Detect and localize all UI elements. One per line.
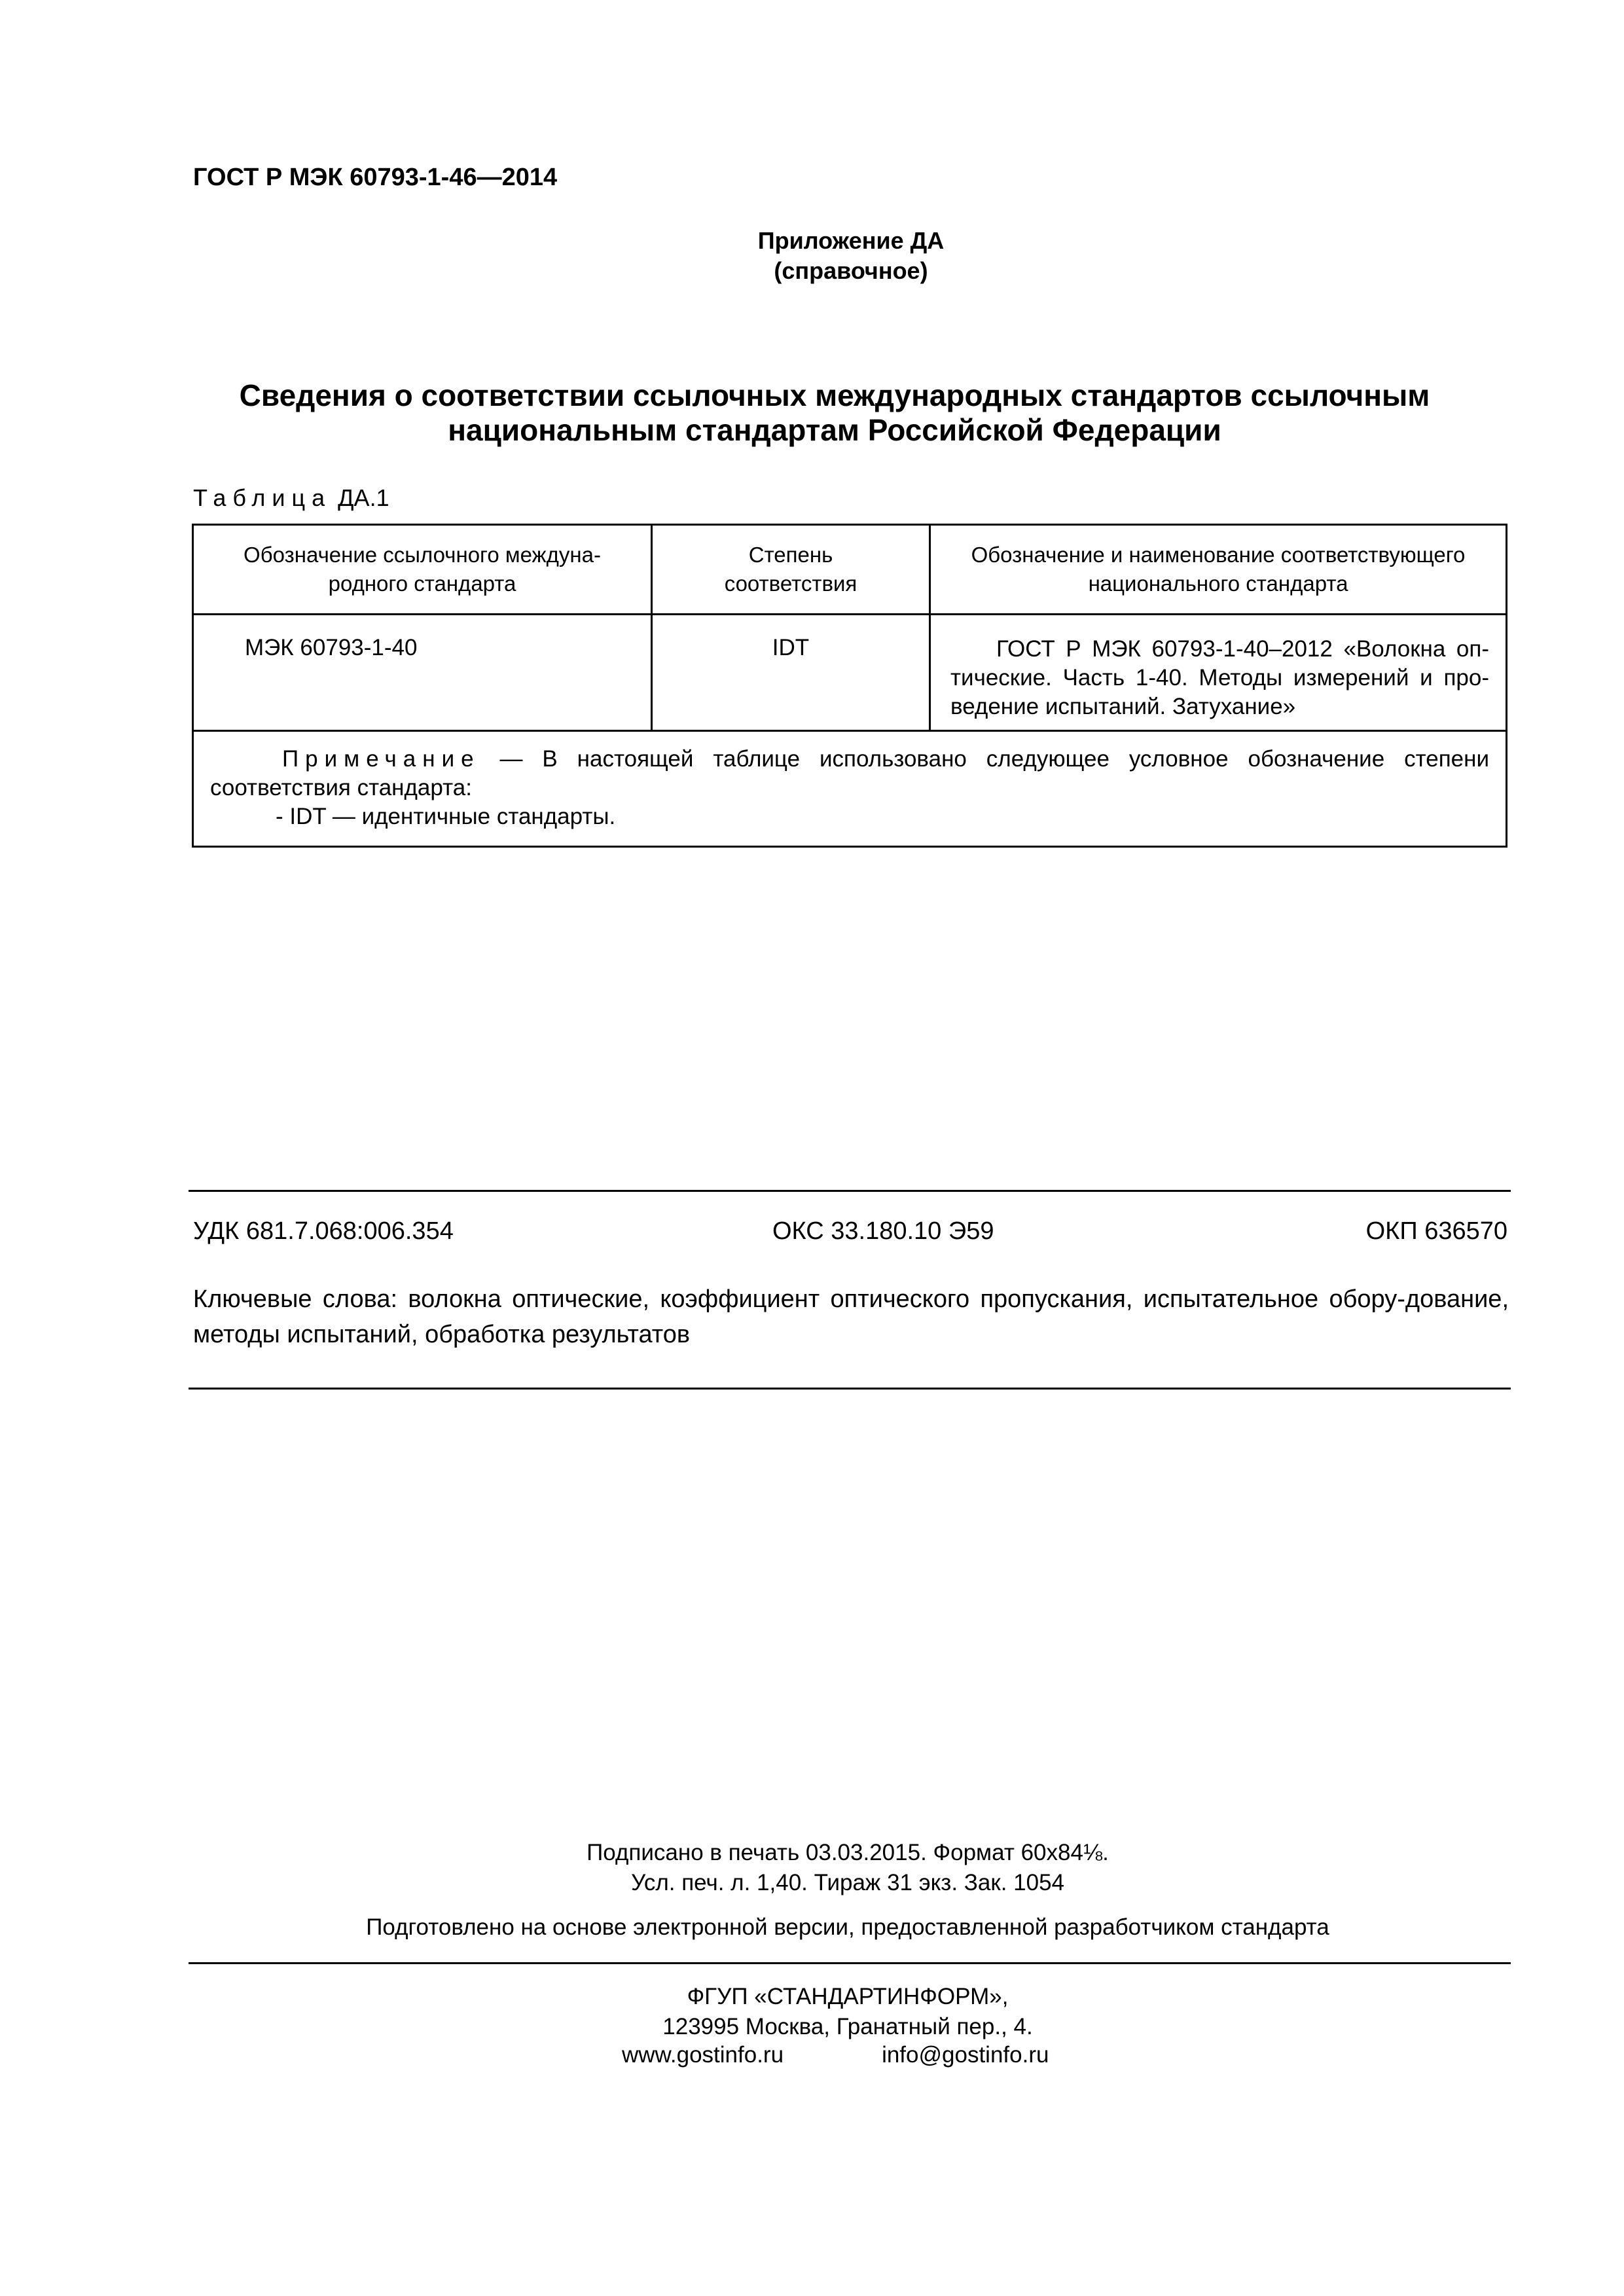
signed-info: Подписано в печать 03.03.2015. Формат 60х84⅛.: [586, 1840, 1109, 1865]
page-title-line1: Сведения о соответствии ссылочных международных стандартов ссылочным: [239, 378, 1430, 412]
header-intl-standard: Обозначение ссылочного междуна- родного стандарта: [193, 525, 652, 615]
print-info: [0, 1838, 1624, 1898]
appendix-heading: [655, 226, 1047, 286]
table-caption-number: ДА.1: [338, 484, 389, 511]
divider-bottom: [189, 1388, 1511, 1390]
publisher-name: ФГУП «СТАНДАРТИНФОРМ»,: [687, 1984, 1009, 2009]
website-link[interactable]: www.gostinfo.ru: [622, 2042, 784, 2068]
sheets-info: Усл. печ. л. 1,40. Тираж 31 экз. Зак. 1054: [630, 1870, 1065, 1895]
page-title: [183, 378, 1486, 448]
udk-code: УДК 681.7.068:006.354: [193, 1217, 454, 1245]
page-title-line2: национальным стандартам Российской Федерации: [448, 413, 1221, 447]
cell-degree: IDT: [652, 615, 930, 731]
table-note: [193, 731, 1507, 847]
oks-code: ОКС 33.180.10 Э59: [772, 1217, 994, 1245]
note-text: — В настоящей таблице использовано следующее условное обозначение степени соответствия стандарта:: [210, 746, 1489, 800]
table-caption: [193, 484, 389, 512]
table-caption-word: Таблица: [193, 484, 332, 511]
table-note-row: [193, 731, 1507, 847]
publisher-address: 123995 Москва, Гранатный пер., 4.: [662, 2014, 1033, 2039]
divider-imprint: [189, 1962, 1511, 1964]
table-row: [193, 615, 1507, 731]
publisher-links: [622, 2042, 1049, 2068]
appendix-label: Приложение ДА: [757, 227, 945, 254]
email-link[interactable]: info@gostinfo.ru: [882, 2042, 1049, 2068]
table-header-row: [193, 525, 1507, 615]
okp-code: ОКП 636570: [1365, 1217, 1507, 1245]
cell-intl-standard: МЭК 60793-1-40: [193, 615, 652, 731]
document-code: ГОСТ Р МЭК 60793-1-46—2014: [193, 164, 558, 191]
cell-national-standard: ГОСТ Р МЭК 60793-1-40–2012 «Волокна оп-тические. Часть 1-40. Методы измерений и про-ведение испытаний. Затухание»: [930, 615, 1507, 731]
publisher-block: [0, 1982, 1624, 2042]
keywords: Ключевые слова: волокна оптические, коэффициент оптического пропускания, испытательное обору-дование, методы испытаний, обработка результатов: [193, 1285, 1509, 1348]
prepared-note: Подготовлено на основе электронной версии, предоставленной разработчиком стандарта: [366, 1914, 1329, 1940]
note-label: Примечание: [282, 746, 480, 772]
appendix-type: (справочное): [774, 257, 928, 284]
reference-table: [192, 524, 1507, 848]
header-degree: Степень соответствия: [652, 525, 930, 615]
note-item: - IDT — идентичные стандарты.: [276, 804, 616, 829]
divider-top: [189, 1190, 1511, 1192]
header-national-standard: Обозначение и наименование соответствующего национального стандарта: [930, 525, 1507, 615]
